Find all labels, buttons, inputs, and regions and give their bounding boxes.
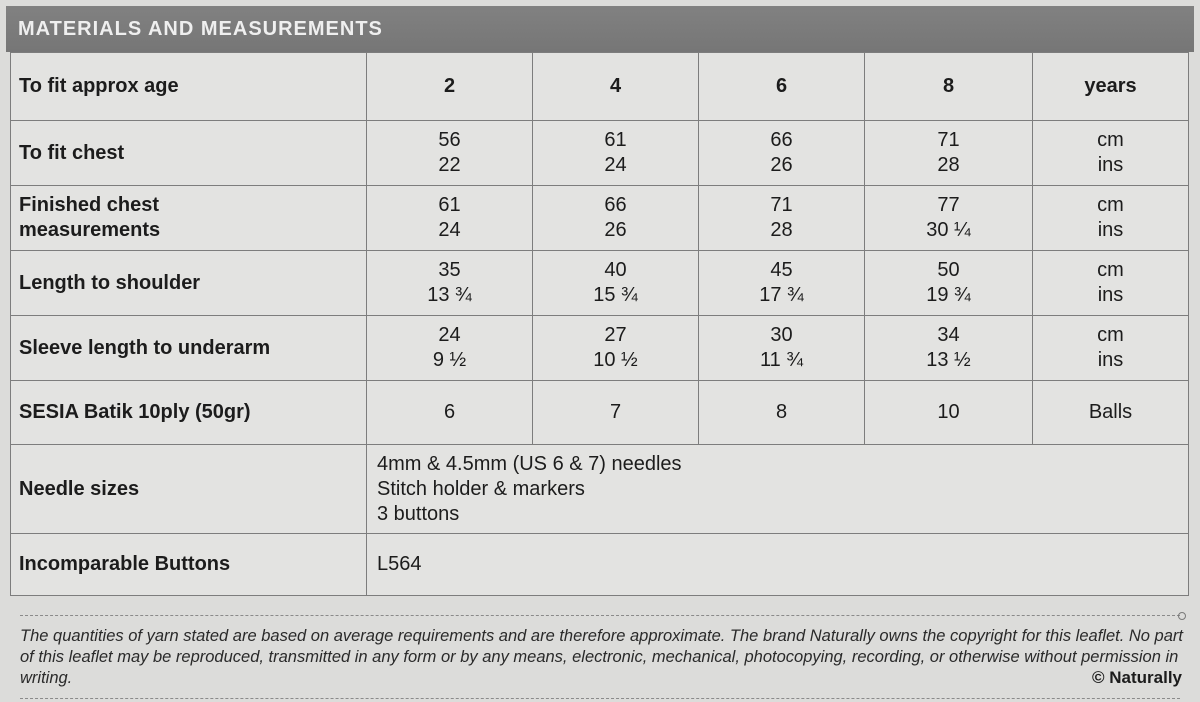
cm-value: 56 — [438, 129, 461, 151]
cm-value: 61 — [604, 129, 627, 151]
ins-value: 15 ¾ — [593, 284, 638, 306]
row-label: Needle sizes — [11, 445, 367, 534]
footer-disclaimer: The quantities of yarn stated are based on average requirements and are therefore approximate. The brand Naturally owns the copyright for this leaflet. No part of this leaflet may be reproduced, transmitted in any form or by any means, electronic, mechanical, photocopying, recording, or otherwise without permission in writing. — [20, 627, 1183, 687]
row-label — [11, 186, 367, 251]
unit-ins: ins — [1097, 154, 1124, 176]
value-cell — [699, 121, 865, 186]
unit-ins: ins — [1097, 219, 1124, 241]
cm-value: 30 — [770, 324, 793, 346]
cm-value: 34 — [937, 324, 960, 346]
ins-value: 11 ¾ — [760, 349, 803, 371]
measurements-table — [10, 52, 1189, 596]
unit-cell: Balls — [1033, 381, 1189, 445]
unit-cm: cm — [1097, 259, 1124, 281]
ins-value: 26 — [770, 154, 793, 176]
value-cell — [367, 121, 533, 186]
dashed-divider — [20, 615, 1180, 616]
value-cell — [367, 251, 533, 316]
balls-cell: 10 — [865, 381, 1033, 445]
value-cell — [533, 121, 699, 186]
ins-value: 13 ½ — [926, 349, 971, 371]
row-label: Length to shoulder — [11, 251, 367, 316]
value-cell — [367, 316, 533, 381]
ins-value: 24 — [438, 219, 461, 241]
balls-cell: 6 — [367, 381, 533, 445]
balls-cell: 8 — [699, 381, 865, 445]
section-header — [6, 6, 1194, 52]
row-label: To fit chest — [11, 121, 367, 186]
dashed-divider-bottom — [20, 698, 1180, 699]
divider-end-circle — [1178, 612, 1186, 620]
value-cell — [533, 251, 699, 316]
copyright-notice: © Naturally — [1092, 668, 1182, 687]
cm-value: 27 — [604, 324, 627, 346]
cm-value: 35 — [438, 259, 461, 281]
row-label-line: measurements — [19, 219, 161, 241]
table-row — [11, 186, 1189, 251]
cm-value: 71 — [937, 129, 960, 151]
cm-value: 61 — [438, 194, 461, 216]
row-label: Incomparable Buttons — [11, 534, 367, 596]
buttons-code-cell: L564 — [367, 534, 1189, 596]
ins-value: 26 — [604, 219, 627, 241]
value-cell — [865, 251, 1033, 316]
table-row-yarn — [11, 381, 1189, 445]
value-cell — [533, 316, 699, 381]
table-row-buttons — [11, 534, 1189, 596]
value-cell — [865, 186, 1033, 251]
section-title: MATERIALS AND MEASUREMENTS — [18, 17, 383, 40]
ins-value: 9 ½ — [432, 349, 467, 371]
value-cell — [865, 316, 1033, 381]
unit-cell: years — [1033, 53, 1189, 121]
unit-cm: cm — [1097, 324, 1124, 346]
value-cell — [699, 186, 865, 251]
value-cell — [699, 251, 865, 316]
ins-value: 28 — [937, 154, 960, 176]
cm-value: 77 — [937, 194, 960, 216]
needles-cell — [367, 445, 1189, 534]
unit-cell — [1033, 251, 1189, 316]
unit-cell — [1033, 316, 1189, 381]
unit-cm: cm — [1097, 129, 1124, 151]
cm-value: 45 — [770, 259, 793, 281]
unit-ins: ins — [1097, 349, 1124, 371]
unit-cm: cm — [1097, 194, 1124, 216]
cm-value: 40 — [604, 259, 627, 281]
table-row — [11, 251, 1189, 316]
unit-ins: ins — [1097, 284, 1124, 306]
table-row-age — [11, 53, 1189, 121]
cm-value: 50 — [937, 259, 960, 281]
ins-value: 13 ¾ — [427, 284, 472, 306]
value-cell — [699, 316, 865, 381]
row-label: Sleeve length to underarm — [11, 316, 367, 381]
age-cell: 6 — [699, 53, 865, 121]
ins-value: 30 ¼ — [926, 219, 971, 241]
ins-value: 17 ¾ — [759, 284, 804, 306]
unit-cell — [1033, 121, 1189, 186]
age-cell: 2 — [367, 53, 533, 121]
row-label: SESIA Batik 10ply (50gr) — [11, 381, 367, 445]
needle-line: Stitch holder & markers — [377, 477, 585, 500]
table-row — [11, 316, 1189, 381]
row-label-line: Finished chest — [19, 194, 160, 216]
value-cell — [367, 186, 533, 251]
age-cell: 8 — [865, 53, 1033, 121]
table-row — [11, 121, 1189, 186]
ins-value: 10 ½ — [593, 349, 638, 371]
ins-value: 22 — [438, 154, 461, 176]
cm-value: 24 — [438, 324, 461, 346]
balls-cell: 7 — [533, 381, 699, 445]
value-cell — [865, 121, 1033, 186]
row-label: To fit approx age — [11, 53, 367, 121]
cm-value: 71 — [770, 194, 793, 216]
cm-value: 66 — [770, 129, 793, 151]
table-row-needles — [11, 445, 1189, 534]
needle-line: 4mm & 4.5mm (US 6 & 7) needles — [377, 452, 682, 475]
age-cell: 4 — [533, 53, 699, 121]
unit-cell — [1033, 186, 1189, 251]
cm-value: 66 — [604, 194, 627, 216]
ins-value: 28 — [770, 219, 793, 241]
ins-value: 24 — [604, 154, 627, 176]
ins-value: 19 ¾ — [926, 284, 971, 306]
value-cell — [533, 186, 699, 251]
needle-line: 3 buttons — [377, 502, 460, 525]
